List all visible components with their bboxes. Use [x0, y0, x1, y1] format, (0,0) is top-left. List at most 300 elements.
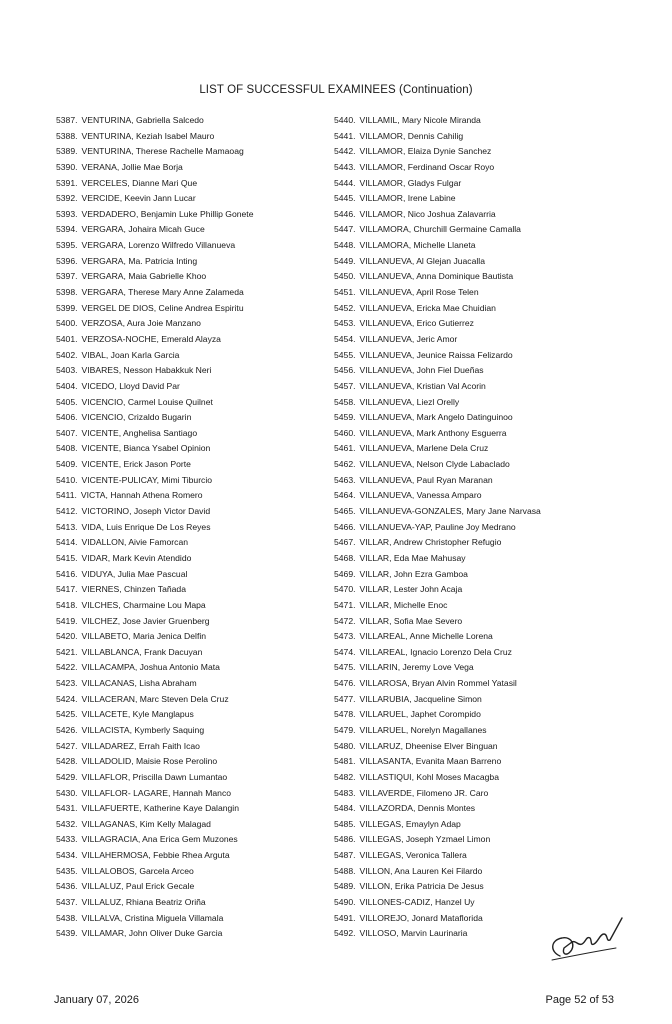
entry-number: 5427. [56, 740, 78, 751]
entry-number: 5462. [334, 459, 356, 470]
list-item [56, 770, 326, 786]
examinee-name: VERZOSA, Aura Joie Manzano [81, 318, 201, 329]
entry-number: 5439. [56, 928, 78, 939]
entry-number: 5485. [334, 818, 356, 829]
list-item [334, 692, 624, 708]
list-item [334, 879, 624, 895]
entry-number: 5436. [56, 881, 78, 892]
list-item [56, 379, 326, 395]
examinee-name: VILLON, Ana Lauren Kei Filardo [359, 865, 483, 876]
examinee-name: VIBAL, Joan Karla Garcia [81, 349, 180, 360]
list-item [334, 864, 624, 880]
list-item [56, 348, 326, 364]
examinee-name: VIBARES, Nesson Habakkuk Neri [81, 365, 212, 376]
examinee-name: VILLANUEVA-GONZALES, Mary Jane Narvasa [359, 506, 541, 517]
entry-number: 5388. [56, 130, 78, 141]
entry-number: 5476. [334, 678, 356, 689]
entry-number: 5395. [56, 240, 78, 251]
entry-number: 5453. [334, 318, 356, 329]
list-item [334, 238, 624, 254]
examinee-name: VILLANUEVA, Mark Anthony Esguerra [359, 427, 507, 438]
list-item [56, 645, 326, 661]
list-item [56, 301, 326, 317]
examinee-name: VILLAMORA, Michelle Llaneta [359, 240, 476, 251]
list-item [56, 113, 326, 129]
list-item [56, 222, 326, 238]
examinee-name: VERGARA, Therese Mary Anne Zalameda [81, 287, 244, 298]
entry-number: 5417. [56, 584, 78, 595]
entry-number: 5426. [56, 724, 78, 735]
list-item [56, 879, 326, 895]
entry-number: 5488. [334, 865, 356, 876]
entry-number: 5469. [334, 568, 356, 579]
entry-number: 5459. [334, 412, 356, 423]
entry-number: 5410. [56, 474, 78, 485]
list-item [56, 144, 326, 160]
entry-number: 5418. [56, 599, 78, 610]
examinee-name: VILLADOLID, Maisie Rose Perolino [81, 756, 218, 767]
entry-number: 5409. [56, 459, 78, 470]
list-item [334, 363, 624, 379]
entry-number: 5457. [334, 380, 356, 391]
entry-number: 5478. [334, 709, 356, 720]
examinee-name: VILLAFLOR, Priscilla Dawn Lumantao [81, 771, 228, 782]
examinee-name: VILLAGANAS, Kim Kelly Malagad [81, 818, 211, 829]
list-item [56, 504, 326, 520]
examinee-name: VILLACERAN, Marc Steven Dela Cruz [81, 693, 229, 704]
entry-number: 5411. [56, 490, 77, 501]
examinee-name: VILLAGRACIA, Ana Erica Gem Muzones [81, 834, 238, 845]
examinee-name: VILLOSO, Marvin Laurinaria [359, 928, 468, 939]
list-item [56, 207, 326, 223]
examinee-name: VILCHEZ, Jose Javier Gruenberg [81, 615, 210, 626]
entry-number: 5466. [334, 521, 356, 532]
list-item [334, 316, 624, 332]
entry-number: 5454. [334, 333, 356, 344]
list-item [334, 535, 624, 551]
entry-number: 5492. [334, 928, 356, 939]
list-item [56, 551, 326, 567]
list-item [56, 582, 326, 598]
footer-date: January 07, 2026 [54, 994, 140, 1006]
examinee-name: VILLAMIL, Mary Nicole Miranda [359, 115, 481, 125]
list-item [334, 191, 624, 207]
examinee-name: VILLARUEL, Japhet Corompido [359, 709, 481, 720]
signature-image [542, 912, 626, 972]
examinee-name: VICENTE-PULICAY, Mimi Tiburcio [81, 474, 213, 485]
entry-number: 5415. [56, 552, 78, 563]
examinee-name: VILLOREJO, Jonard Mataflorida [359, 912, 483, 923]
examinee-name: VILLABLANCA, Frank Dacuyan [81, 646, 203, 657]
examinee-name: VILLALOBOS, Garcela Arceo [81, 865, 194, 876]
examinee-name: VILCHES, Charmaine Lou Mapa [81, 599, 206, 610]
entry-number: 5461. [334, 443, 356, 454]
page-number: Page 52 of 53 [545, 994, 614, 1006]
examinee-name: VILLANUEVA, Marlene Dela Cruz [359, 443, 489, 454]
examinee-name: VILLAREAL, Anne Michelle Lorena [359, 631, 493, 642]
entry-number: 5390. [56, 161, 78, 172]
entry-number: 5448. [334, 240, 356, 251]
list-item [334, 770, 624, 786]
list-item [56, 911, 326, 927]
entry-number: 5443. [334, 161, 356, 172]
list-item [334, 707, 624, 723]
list-item [334, 254, 624, 270]
list-item [334, 113, 624, 129]
list-item [56, 739, 326, 755]
examinee-name: VILLANUEVA, Paul Ryan Maranan [359, 474, 493, 485]
entry-number: 5467. [334, 537, 356, 548]
examinee-name: VILLAMOR, Ferdinand Oscar Royo [359, 161, 495, 172]
list-item [334, 582, 624, 598]
list-item [56, 692, 326, 708]
entry-number: 5424. [56, 693, 78, 704]
entry-number: 5419. [56, 615, 78, 626]
list-item [56, 895, 326, 911]
list-item [56, 363, 326, 379]
list-item [56, 660, 326, 676]
list-item [334, 598, 624, 614]
examinee-name: VILLALVA, Cristina Miguela Villamala [81, 912, 224, 923]
examinee-name: VILLALUZ, Rhiana Beatriz Oriña [81, 897, 206, 908]
examinee-name: VERGARA, Johaira Micah Guce [81, 224, 205, 235]
list-item [56, 520, 326, 536]
examinee-name: VIERNES, Chinzen Tañada [81, 584, 186, 595]
entry-number: 5487. [334, 850, 356, 861]
examinee-name: VILLEGAS, Joseph Yzmael Limon [359, 834, 491, 845]
list-item [56, 676, 326, 692]
list-item [334, 567, 624, 583]
list-item [334, 786, 624, 802]
entry-number: 5422. [56, 662, 78, 673]
entry-number: 5429. [56, 771, 78, 782]
entry-number: 5413. [56, 521, 78, 532]
examinee-name: VILLACETE, Kyle Manglapus [81, 709, 194, 720]
examinee-name: VILLEGAS, Veronica Tallera [359, 850, 467, 861]
list-item [334, 895, 624, 911]
list-item [334, 723, 624, 739]
list-item [334, 144, 624, 160]
examinee-name: VILLAR, John Ezra Gamboa [359, 568, 468, 579]
examinee-name: VILLASANTA, Evanita Maan Barreno [359, 756, 502, 767]
list-item [56, 160, 326, 176]
entry-number: 5481. [334, 756, 356, 767]
entry-number: 5444. [334, 177, 356, 188]
examinee-name: VICENTE, Bianca Ysabel Opinion [81, 443, 211, 454]
list-item [334, 660, 624, 676]
list-item [334, 426, 624, 442]
examinee-name: VIDALLON, Aivie Famorcan [81, 537, 189, 548]
examinee-name: VILLAR, Michelle Enoc [359, 599, 448, 610]
list-item [334, 614, 624, 630]
entry-number: 5449. [334, 255, 356, 266]
examinee-name: VILLAMOR, Gladys Fulgar [359, 177, 462, 188]
examinee-name: VERGARA, Lorenzo Wilfredo Villanueva [81, 240, 236, 251]
examinee-name: VILLAZORDA, Dennis Montes [359, 803, 476, 814]
examinee-name: VILLALUZ, Paul Erick Gecale [81, 881, 195, 892]
list-item [56, 395, 326, 411]
examinee-name: VILLABETO, Maria Jenica Delfin [81, 631, 207, 642]
examinee-name: VILLARUEL, Norelyn Magallanes [359, 724, 487, 735]
examinee-name: VERCELES, Dianne Mari Que [81, 177, 198, 188]
entry-number: 5405. [56, 396, 78, 407]
list-item [334, 222, 624, 238]
examinee-name: VILLAR, Sofia Mae Severo [359, 615, 463, 626]
entry-number: 5442. [334, 146, 356, 157]
list-item [56, 567, 326, 583]
examinee-name: VERCIDE, Keevin Jann Lucar [81, 193, 196, 204]
examinee-name: VILLAMOR, Dennis Cahilig [359, 130, 464, 141]
examinee-name: VILLAHERMOSA, Febbie Rhea Arguta [81, 850, 230, 861]
entry-number: 5389. [56, 146, 78, 157]
list-item [334, 285, 624, 301]
list-item [334, 129, 624, 145]
examinee-name: VILLANUEVA, Jeunice Raissa Felizardo [359, 349, 513, 360]
list-item [56, 832, 326, 848]
entry-number: 5425. [56, 709, 78, 720]
list-item [56, 488, 326, 504]
list-item [334, 629, 624, 645]
entry-number: 5440. [334, 115, 356, 125]
list-item [56, 285, 326, 301]
entry-number: 5477. [334, 693, 356, 704]
examinee-name: VILLAMOR, Irene Labine [359, 193, 456, 204]
entry-number: 5452. [334, 302, 356, 313]
examinee-name: VILLANUEVA-YAP, Pauline Joy Medrano [359, 521, 516, 532]
list-item [334, 395, 624, 411]
entry-number: 5432. [56, 818, 78, 829]
entry-number: 5406. [56, 412, 78, 423]
list-item [334, 754, 624, 770]
list-item [334, 551, 624, 567]
entry-number: 5391. [56, 177, 78, 188]
list-item [56, 801, 326, 817]
list-item [334, 676, 624, 692]
examinee-name: VILLANUEVA, Liezl Orelly [359, 396, 460, 407]
examinee-name: VILLEGAS, Emaylyn Adap [359, 818, 461, 829]
entry-number: 5486. [334, 834, 356, 845]
examinee-name: VILLACANAS, Lisha Abraham [81, 678, 197, 689]
list-item [56, 926, 326, 942]
examinee-name: VILLAR, Eda Mae Mahusay [359, 552, 466, 563]
list-item [334, 504, 624, 520]
entry-number: 5480. [334, 740, 356, 751]
list-item [334, 473, 624, 489]
entry-number: 5468. [334, 552, 356, 563]
entry-number: 5431. [56, 803, 78, 814]
examinee-name: VILLAR, Andrew Christopher Refugio [359, 537, 502, 548]
entry-number: 5433. [56, 834, 78, 845]
list-item [334, 832, 624, 848]
entry-number: 5401. [56, 333, 78, 344]
list-item [334, 457, 624, 473]
examinee-name: VERDADERO, Benjamin Luke Phillip Gonete [81, 208, 254, 219]
examinee-name: VILLONES-CADIZ, Hanzel Uy [359, 897, 475, 908]
entry-number: 5394. [56, 224, 78, 235]
list-item [56, 473, 326, 489]
examinee-name: VILLARUZ, Dheenise Elver Binguan [359, 740, 498, 751]
list-item [56, 129, 326, 145]
list-item [334, 848, 624, 864]
list-item [56, 848, 326, 864]
entry-number: 5408. [56, 443, 78, 454]
list-item [334, 269, 624, 285]
examinee-name: VILLARUBIA, Jacqueline Simon [359, 693, 482, 704]
list-item [334, 410, 624, 426]
entry-number: 5460. [334, 427, 356, 438]
examinee-name: VICEDO, Lloyd David Par [81, 380, 180, 391]
list-item [56, 817, 326, 833]
entry-number: 5396. [56, 255, 78, 266]
list-item [334, 379, 624, 395]
entry-number: 5387. [56, 115, 78, 125]
entry-number: 5451. [334, 287, 356, 298]
examinee-name: VIDAR, Mark Kevin Atendido [81, 552, 192, 563]
examinee-name: VERZOSA-NOCHE, Emerald Alayza [81, 333, 221, 344]
examinee-name: VICENTE, Anghelisa Santiago [81, 427, 198, 438]
list-item [56, 316, 326, 332]
entry-number: 5423. [56, 678, 78, 689]
examinee-name: VILLAMOR, Elaiza Dynie Sanchez [359, 146, 492, 157]
examinee-name: VILLANUEVA, Kristian Val Acorin [359, 380, 486, 391]
examinee-name: VILLAR, Lester John Acaja [359, 584, 463, 595]
examinee-name: VILLAREAL, Ignacio Lorenzo Dela Cruz [359, 646, 512, 657]
entry-number: 5416. [56, 568, 78, 579]
examinee-name: VILLACISTA, Kymberly Saquing [81, 724, 205, 735]
entry-number: 5483. [334, 787, 356, 798]
entry-number: 5456. [334, 365, 356, 376]
examinee-name: VILLON, Erika Patricia De Jesus [359, 881, 484, 892]
examinee-name: VILLANUEVA, Anna Dominique Bautista [359, 271, 514, 282]
examinee-name: VILLAMOR, Nico Joshua Zalavarria [359, 208, 496, 219]
examinee-name: VILLAFUERTE, Katherine Kaye Dalangin [81, 803, 239, 814]
list-item [56, 269, 326, 285]
list-item [334, 348, 624, 364]
entry-number: 5446. [334, 208, 356, 219]
examinee-name: VILLANUEVA, Vanessa Amparo [359, 490, 482, 501]
examinee-name: VILLACAMPA, Joshua Antonio Mata [81, 662, 220, 673]
entry-number: 5465. [334, 506, 356, 517]
list-item [56, 723, 326, 739]
entry-number: 5399. [56, 302, 78, 313]
page-title: LIST OF SUCCESSFUL EXAMINEES (Continuation) [199, 84, 473, 96]
list-item [334, 817, 624, 833]
entry-number: 5463. [334, 474, 356, 485]
list-item [56, 176, 326, 192]
list-item [56, 457, 326, 473]
entry-number: 5400. [56, 318, 78, 329]
list-item [56, 238, 326, 254]
examinee-name: VILLAROSA, Bryan Alvin Rommel Yatasil [359, 678, 517, 689]
entry-number: 5392. [56, 193, 78, 204]
list-item [56, 332, 326, 348]
entry-number: 5471. [334, 599, 356, 610]
list-item [56, 629, 326, 645]
entry-number: 5489. [334, 881, 356, 892]
list-item [334, 160, 624, 176]
list-item [334, 441, 624, 457]
examinee-list-left [56, 113, 326, 942]
entry-number: 5479. [334, 724, 356, 735]
list-item [56, 254, 326, 270]
list-item [56, 191, 326, 207]
examinee-name: VICENCIO, Carmel Louise Quilnet [81, 396, 213, 407]
entry-number: 5491. [334, 912, 356, 923]
examinee-name: VENTURINA, Keziah Isabel Mauro [81, 130, 215, 141]
entry-number: 5402. [56, 349, 78, 360]
list-item [56, 598, 326, 614]
examinee-name: VILLADAREZ, Errah Faith Icao [81, 740, 200, 751]
entry-number: 5430. [56, 787, 78, 798]
entry-number: 5437. [56, 897, 78, 908]
examinee-name: VICTA, Hannah Athena Romero [80, 490, 203, 501]
list-item [56, 441, 326, 457]
entry-number: 5420. [56, 631, 78, 642]
examinee-name: VILLANUEVA, April Rose Telen [359, 287, 479, 298]
entry-number: 5473. [334, 631, 356, 642]
examinee-name: VILLANUEVA, Erico Gutierrez [359, 318, 474, 329]
examinee-list-right [334, 113, 624, 942]
examinee-name: VERANA, Jollie Mae Borja [81, 161, 183, 172]
examinee-name: VICENCIO, Crizaldo Bugarin [81, 412, 192, 423]
examinee-name: VIDUYA, Julia Mae Pascual [81, 568, 188, 579]
examinee-name: VILLASTIQUI, Kohl Moses Macagba [359, 771, 499, 782]
list-item [334, 207, 624, 223]
list-item [56, 786, 326, 802]
entry-number: 5484. [334, 803, 356, 814]
entry-number: 5421. [56, 646, 78, 657]
list-item [56, 864, 326, 880]
entry-number: 5428. [56, 756, 78, 767]
entry-number: 5393. [56, 208, 78, 219]
examinee-name: VILLANUEVA, Mark Angelo Datinguinoo [359, 412, 513, 423]
list-item [334, 801, 624, 817]
entry-number: 5450. [334, 271, 356, 282]
list-item [56, 754, 326, 770]
list-item [56, 410, 326, 426]
entry-number: 5412. [56, 506, 78, 517]
examinee-name: VILLANUEVA, Jeric Amor [359, 333, 458, 344]
entry-number: 5438. [56, 912, 78, 923]
examinee-name: VILLANUEVA, Ericka Mae Chuidian [359, 302, 496, 313]
examinee-name: VILLANUEVA, Nelson Clyde Labaclado [359, 459, 510, 470]
entry-number: 5482. [334, 771, 356, 782]
examinee-name: VILLAVERDE, Filomeno JR. Caro [359, 787, 489, 798]
entry-number: 5414. [56, 537, 78, 548]
list-item [56, 707, 326, 723]
examinee-name: VILLARIN, Jeremy Love Vega [359, 662, 474, 673]
entry-number: 5458. [334, 396, 356, 407]
entry-number: 5464. [334, 490, 356, 501]
examinee-name: VERGARA, Ma. Patricia Inting [81, 255, 198, 266]
examinee-name: VIDA, Luis Enrique De Los Reyes [81, 521, 211, 532]
list-item [334, 645, 624, 661]
entry-number: 5455. [334, 349, 356, 360]
examinee-name: VICENTE, Erick Jason Porte [81, 459, 191, 470]
examinee-name: VILLANUEVA, John Fiel Dueñas [359, 365, 484, 376]
entry-number: 5435. [56, 865, 78, 876]
list-item [334, 176, 624, 192]
entry-number: 5447. [334, 224, 356, 235]
entry-number: 5398. [56, 287, 78, 298]
examinee-name: VILLANUEVA, Al Glejan Juacalla [359, 255, 485, 266]
examinee-name: VICTORINO, Joseph Victor David [81, 506, 211, 517]
entry-number: 5472. [334, 615, 356, 626]
examinee-name: VILLAMAR, John Oliver Duke Garcia [81, 928, 223, 939]
entry-number: 5404. [56, 380, 78, 391]
examinee-name: VENTURINA, Gabriella Salcedo [81, 115, 204, 125]
entry-number: 5403. [56, 365, 78, 376]
